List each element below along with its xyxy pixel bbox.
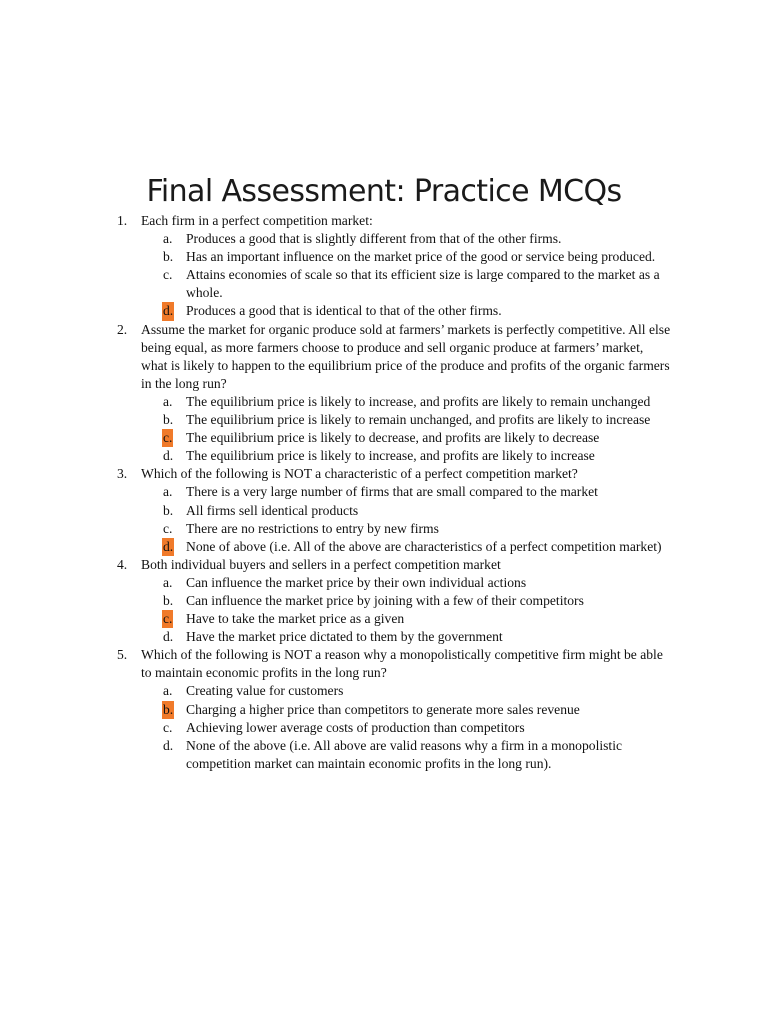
- question-list: [112, 212, 672, 773]
- option-text: The equilibrium price is likely to remain unchanged, and profits are likely to increase: [186, 412, 651, 428]
- option-text: Have the market price dictated to them by the government: [186, 629, 503, 645]
- option-list: [141, 574, 672, 646]
- option-text: None of above (i.e. All of the above are characteristics of a perfect competition market): [186, 538, 662, 554]
- option-letter: a.: [163, 574, 173, 590]
- option-item: [141, 682, 672, 700]
- option-text: Achieving lower average costs of production than competitors: [186, 719, 525, 735]
- option-item: [141, 447, 672, 465]
- option-text: Produces a good that is slightly different from that of the other firms.: [186, 231, 562, 247]
- option-text: All firms sell identical products: [186, 502, 359, 518]
- option-letter: a.: [163, 484, 173, 500]
- option-item-answer: [141, 610, 672, 628]
- option-text: Produces a good that is identical to that of the other firms.: [186, 303, 502, 319]
- question-number: 2.: [117, 321, 128, 337]
- option-text: Creating value for customers: [186, 683, 344, 699]
- option-text: Attains economies of scale so that its efficient size is large compared to the market as a whole.: [186, 267, 660, 301]
- question-text: Assume the market for organic produce sold at farmers’ markets is perfectly competitive. All else being equal, as more farmers choose to produce and sell organic produce at farmers’ market, what is likely to happen to the equilibrium price of the produce and profits of the organic farmers in the long run?: [141, 321, 671, 391]
- question-number: 3.: [117, 466, 128, 482]
- option-letter: a.: [163, 683, 173, 699]
- option-item: [141, 266, 672, 302]
- option-letter: c.: [163, 520, 173, 536]
- option-text: The equilibrium price is likely to increase, and profits are likely to increase: [186, 448, 595, 464]
- option-item: [141, 737, 672, 773]
- question-text: Both individual buyers and sellers in a perfect competition market: [141, 556, 501, 572]
- option-letter: b.: [163, 592, 174, 608]
- question-5: [112, 646, 672, 773]
- option-text: Can influence the market price by joining with a few of their competitors: [186, 592, 584, 608]
- option-letter: c.: [163, 719, 173, 735]
- option-letter: b.: [163, 412, 174, 428]
- option-item: [141, 411, 672, 429]
- option-list: [141, 483, 672, 555]
- option-text: Can influence the market price by their own individual actions: [186, 574, 527, 590]
- question-4: [112, 556, 672, 646]
- option-item-answer: [141, 538, 672, 556]
- option-list: [141, 682, 672, 772]
- option-letter: b.: [163, 249, 174, 265]
- option-item: [141, 393, 672, 411]
- option-item: [141, 574, 672, 592]
- question-1: [112, 212, 672, 321]
- option-item: [141, 248, 672, 266]
- option-letter: a.: [163, 231, 173, 247]
- option-item-answer: [141, 302, 672, 320]
- option-text: The equilibrium price is likely to increase, and profits are likely to remain unchanged: [186, 393, 651, 409]
- option-item: [141, 719, 672, 737]
- question-3: [112, 465, 672, 555]
- question-text: Which of the following is NOT a characteristic of a perfect competition market?: [141, 466, 578, 482]
- question-number: 5.: [117, 647, 128, 663]
- option-item: [141, 483, 672, 501]
- option-text: The equilibrium price is likely to decrease, and profits are likely to decrease: [186, 430, 600, 446]
- option-text: There are no restrictions to entry by new firms: [186, 520, 439, 536]
- answer-highlight: c.: [162, 610, 173, 628]
- option-text: Have to take the market price as a given: [186, 611, 405, 627]
- option-item: [141, 502, 672, 520]
- option-letter: d.: [163, 737, 174, 753]
- answer-highlight: c.: [162, 429, 173, 447]
- option-letter: b.: [163, 502, 174, 518]
- option-item: [141, 592, 672, 610]
- option-text: There is a very large number of firms that are small compared to the market: [186, 484, 598, 500]
- question-number: 4.: [117, 556, 128, 572]
- question-text: Each firm in a perfect competition market:: [141, 213, 373, 228]
- option-text: Has an important influence on the market price of the good or service being produced.: [186, 249, 656, 265]
- option-letter: d.: [163, 448, 174, 464]
- option-item: [141, 628, 672, 646]
- option-letter: d.: [163, 629, 174, 645]
- page-title: Final Assessment: Practice MCQs: [146, 174, 622, 209]
- question-text: Which of the following is NOT a reason why a monopolistically competitive firm might be able to maintain economic profits in the long run?: [141, 647, 663, 681]
- answer-highlight: d.: [162, 538, 174, 556]
- option-letter: a.: [163, 393, 173, 409]
- option-letter: c.: [163, 267, 173, 283]
- option-text: Charging a higher price than competitors to generate more sales revenue: [186, 701, 580, 717]
- option-item-answer: [141, 429, 672, 447]
- answer-highlight: d.: [162, 302, 174, 320]
- question-2: [112, 321, 672, 466]
- option-text: None of the above (i.e. All above are valid reasons why a firm in a monopolistic competition market can maintain economic profits in the long run).: [186, 737, 623, 771]
- option-list: [141, 393, 672, 465]
- option-item: [141, 230, 672, 248]
- option-item: [141, 520, 672, 538]
- question-number: 1.: [117, 213, 128, 228]
- option-list: [141, 230, 672, 320]
- option-item-answer: [141, 701, 672, 719]
- answer-highlight: b.: [162, 701, 174, 719]
